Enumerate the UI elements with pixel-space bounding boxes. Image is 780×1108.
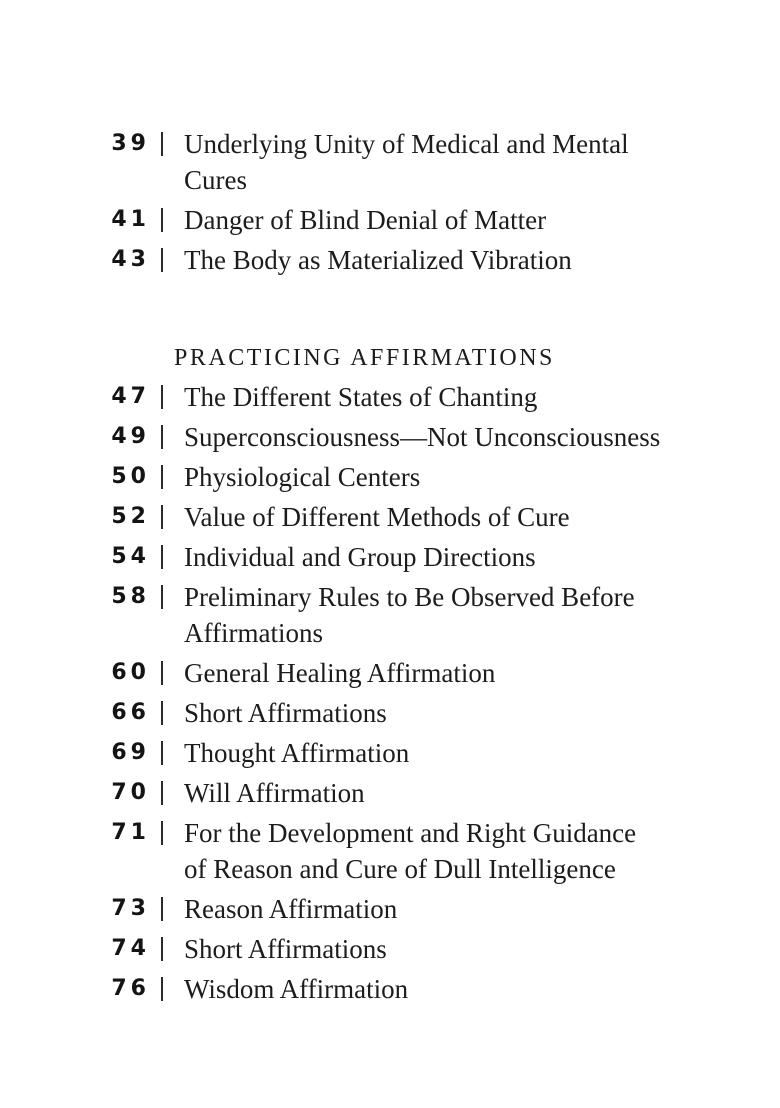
separator-bar	[161, 977, 163, 1001]
page-number: 69	[111, 740, 150, 765]
separator-bar	[161, 897, 163, 921]
page-number: 41	[111, 207, 150, 232]
entry-title: Will Affirmation	[184, 778, 365, 808]
separator-bar	[161, 465, 163, 489]
separator-bar	[161, 425, 163, 449]
page-number: 66	[111, 700, 150, 725]
separator-bar	[161, 248, 163, 272]
separator-bar	[161, 661, 163, 685]
entry-title: Individual and Group Directions	[184, 542, 536, 572]
page-number: 74	[111, 936, 150, 961]
entry-title: Physiological Centers	[184, 462, 421, 492]
entry-title: Reason Affirmation	[184, 894, 398, 924]
page-number: 50	[111, 464, 150, 489]
entry-title: Preliminary Rules to Be Observed Before Affirmations	[184, 582, 635, 648]
page-number: 73	[111, 896, 150, 921]
entry-title: Short Affirmations	[184, 698, 387, 728]
separator-bar	[161, 585, 163, 609]
page-number: 58	[111, 584, 150, 609]
section-heading: PRACTICING AFFIRMATIONS	[174, 345, 555, 371]
separator-bar	[161, 208, 163, 232]
entry-title: Value of Different Methods of Cure	[184, 502, 570, 532]
entry-title: The Body as Materialized Vibration	[184, 245, 572, 275]
page-number: 71	[111, 820, 150, 845]
entry-title: Thought Affirmation	[184, 738, 410, 768]
entry-title: Danger of Blind Denial of Matter	[184, 205, 547, 235]
separator-bar	[161, 937, 163, 961]
page-number: 76	[111, 976, 150, 1001]
separator-bar	[161, 821, 163, 845]
page-number: 52	[111, 504, 150, 529]
entry-title: Short Affirmations	[184, 934, 387, 964]
page-number: 60	[111, 660, 150, 685]
entry-title: General Healing Affirmation	[184, 658, 496, 688]
entry-title: Superconsciousness—Not Unconsciousness	[184, 422, 661, 452]
separator-bar	[161, 701, 163, 725]
entry-title: Wisdom Affirmation	[184, 974, 409, 1004]
page-number: 43	[111, 247, 150, 272]
separator-bar	[161, 545, 163, 569]
page-number: 54	[111, 544, 150, 569]
page-number: 39	[111, 131, 150, 156]
separator-bar	[161, 505, 163, 529]
page-number: 47	[111, 384, 150, 409]
entry-title: The Different States of Chanting	[184, 382, 538, 412]
separator-bar	[161, 781, 163, 805]
page-number: 70	[111, 780, 150, 805]
entry-title: Underlying Unity of Medical and Mental Cures	[184, 129, 629, 195]
entry-title: For the Development and Right Guidance of Reason and Cure of Dull Intelligence	[184, 818, 637, 884]
separator-bar	[161, 741, 163, 765]
separator-bar	[161, 385, 163, 409]
page-number: 49	[111, 424, 150, 449]
separator-bar	[161, 132, 163, 156]
